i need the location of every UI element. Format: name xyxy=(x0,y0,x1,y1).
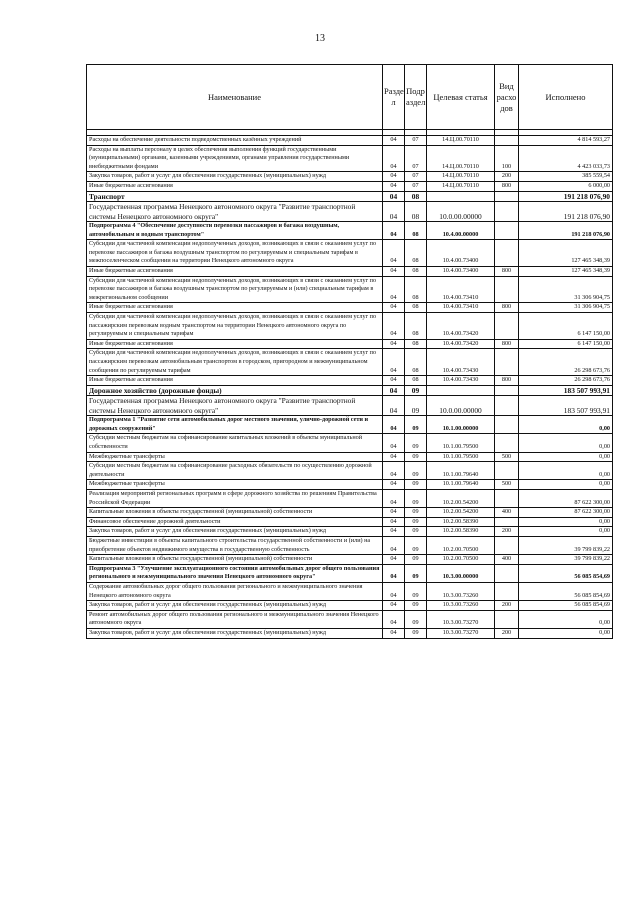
row-name: Иные бюджетные ассигнования xyxy=(87,376,383,386)
header-podrazdel: Подр аздел xyxy=(405,65,427,130)
row-ispolneno: 191 218 076,90 xyxy=(519,222,613,240)
row-celevaya-statya xyxy=(427,191,495,202)
row-podrazdel: 08 xyxy=(405,313,427,340)
row-podrazdel: 09 xyxy=(405,385,427,396)
table-row xyxy=(87,508,613,518)
row-razdel: 04 xyxy=(383,145,405,172)
header-razdel: Разде л xyxy=(383,65,405,130)
row-vid-raskhodov: 500 xyxy=(495,480,519,490)
table-row xyxy=(87,582,613,600)
row-vid-raskhodov xyxy=(495,313,519,340)
row-razdel: 04 xyxy=(383,416,405,434)
row-name: Закупка товаров, работ и услуг для обеспечения государственных (муниципальных) нужд xyxy=(87,601,383,611)
row-name: Капитальные вложения в объекты государственной (муниципальной) собственности xyxy=(87,555,383,565)
row-vid-raskhodov xyxy=(495,136,519,146)
row-razdel: 04 xyxy=(383,610,405,628)
row-podrazdel: 09 xyxy=(405,536,427,554)
row-ispolneno: 87 622 300,00 xyxy=(519,490,613,508)
row-ispolneno: 0,00 xyxy=(519,628,613,638)
row-celevaya-statya: 10.3.00.73260 xyxy=(427,582,495,600)
row-vid-raskhodov xyxy=(495,490,519,508)
row-podrazdel: 08 xyxy=(405,240,427,267)
row-celevaya-statya: 14.Ц.00.70110 xyxy=(427,145,495,172)
row-celevaya-statya: 10.2.00.70500 xyxy=(427,536,495,554)
row-vid-raskhodov: 200 xyxy=(495,628,519,638)
row-razdel: 04 xyxy=(383,527,405,537)
row-podrazdel: 09 xyxy=(405,434,427,452)
row-razdel: 04 xyxy=(383,536,405,554)
row-podrazdel: 09 xyxy=(405,555,427,565)
row-ispolneno: 385 559,54 xyxy=(519,172,613,182)
row-ispolneno: 127 465 348,39 xyxy=(519,240,613,267)
row-ispolneno: 0,00 xyxy=(519,462,613,480)
row-vid-raskhodov: 100 xyxy=(495,145,519,172)
row-name: Закупка товаров, работ и услуг для обеспечения государственных (муниципальных) нужд xyxy=(87,527,383,537)
row-podrazdel: 08 xyxy=(405,303,427,313)
table-row xyxy=(87,136,613,146)
row-celevaya-statya: 10.2.00.58390 xyxy=(427,527,495,537)
row-name: Подпрограмма 3 "Улучшение эксплуатационного состояния автомобильных дорог общего пользования регионального и межмуниципального значения Ненецкого автономного округа" xyxy=(87,564,383,582)
row-ispolneno: 39 799 839,22 xyxy=(519,536,613,554)
row-ispolneno: 26 298 673,76 xyxy=(519,349,613,376)
row-vid-raskhodov xyxy=(495,564,519,582)
row-name: Содержание автомобильных дорог общего пользования регионального и межмуниципального значения Ненецкого автономного округа xyxy=(87,582,383,600)
table-row xyxy=(87,376,613,386)
row-celevaya-statya: 14.Ц.00.70110 xyxy=(427,172,495,182)
row-ispolneno: 56 085 854,69 xyxy=(519,564,613,582)
row-name: Расходы на обеспечение деятельности подведомственных казённых учреждений xyxy=(87,136,383,146)
row-ispolneno: 0,00 xyxy=(519,434,613,452)
table-row xyxy=(87,202,613,222)
row-celevaya-statya: 10.2.00.70500 xyxy=(427,555,495,565)
row-razdel: 04 xyxy=(383,376,405,386)
row-vid-raskhodov: 800 xyxy=(495,267,519,277)
row-razdel: 04 xyxy=(383,222,405,240)
row-razdel: 04 xyxy=(383,452,405,462)
row-name: Реализация мероприятий региональных программ в сфере дорожного хозяйства по решениям Правительства Российской Федерации xyxy=(87,490,383,508)
row-name: Иные бюджетные ассигнования xyxy=(87,267,383,277)
row-ispolneno: 56 085 854,69 xyxy=(519,601,613,611)
row-podrazdel: 07 xyxy=(405,145,427,172)
row-razdel: 04 xyxy=(383,490,405,508)
row-razdel: 04 xyxy=(383,339,405,349)
row-vid-raskhodov xyxy=(495,396,519,416)
row-name: Закупка товаров, работ и услуг для обеспечения государственных (муниципальных) нужд xyxy=(87,628,383,638)
row-celevaya-statya: 10.2.00.54200 xyxy=(427,508,495,518)
table-row xyxy=(87,564,613,582)
row-celevaya-statya: 10.2.00.58390 xyxy=(427,517,495,527)
row-razdel: 04 xyxy=(383,240,405,267)
row-podrazdel: 09 xyxy=(405,564,427,582)
row-celevaya-statya: 10.4.00.73410 xyxy=(427,303,495,313)
row-vid-raskhodov xyxy=(495,276,519,303)
row-celevaya-statya: 10.4.00.00000 xyxy=(427,222,495,240)
row-podrazdel: 08 xyxy=(405,267,427,277)
table-row xyxy=(87,452,613,462)
row-vid-raskhodov: 200 xyxy=(495,527,519,537)
row-podrazdel: 07 xyxy=(405,172,427,182)
row-razdel: 04 xyxy=(383,385,405,396)
row-razdel: 04 xyxy=(383,434,405,452)
row-razdel: 04 xyxy=(383,555,405,565)
row-name: Расходы на выплаты персоналу в целях обеспечения выполнения функций государственными (муниципальными) органами, казенными учреждениями, органами управления государственными внебюджетными фондами xyxy=(87,145,383,172)
row-podrazdel: 09 xyxy=(405,452,427,462)
table-row xyxy=(87,517,613,527)
row-celevaya-statya: 10.1.00.79500 xyxy=(427,434,495,452)
table-row xyxy=(87,191,613,202)
table-row xyxy=(87,339,613,349)
row-vid-raskhodov xyxy=(495,462,519,480)
table-row xyxy=(87,601,613,611)
row-podrazdel: 08 xyxy=(405,276,427,303)
row-ispolneno: 0,00 xyxy=(519,527,613,537)
row-celevaya-statya: 10.4.00.73400 xyxy=(427,267,495,277)
row-celevaya-statya: 10.0.00.00000 xyxy=(427,202,495,222)
row-vid-raskhodov xyxy=(495,349,519,376)
table-row xyxy=(87,181,613,191)
header-name: Наименование xyxy=(87,65,383,130)
row-podrazdel: 08 xyxy=(405,202,427,222)
row-celevaya-statya: 10.3.00.73270 xyxy=(427,628,495,638)
row-name: Государственная программа Ненецкого автономного округа "Развитие транспортной системы Ненецкого автономного округа" xyxy=(87,202,383,222)
row-vid-raskhodov: 800 xyxy=(495,303,519,313)
row-vid-raskhodov xyxy=(495,610,519,628)
table-row xyxy=(87,628,613,638)
row-podrazdel: 09 xyxy=(405,462,427,480)
row-razdel: 04 xyxy=(383,276,405,303)
row-ispolneno: 183 507 993,91 xyxy=(519,396,613,416)
row-name: Иные бюджетные ассигнования xyxy=(87,303,383,313)
row-podrazdel: 08 xyxy=(405,376,427,386)
row-podrazdel: 09 xyxy=(405,508,427,518)
row-ispolneno: 87 622 300,00 xyxy=(519,508,613,518)
table-row xyxy=(87,145,613,172)
row-ispolneno: 191 218 076,90 xyxy=(519,191,613,202)
row-name: Ремонт автомобильных дорог общего пользования регионального и межмуниципального значения Ненецкого автономного округа xyxy=(87,610,383,628)
table-row xyxy=(87,536,613,554)
row-ispolneno: 56 085 854,69 xyxy=(519,582,613,600)
row-name: Закупка товаров, работ и услуг для обеспечения государственных (муниципальных) нужд xyxy=(87,172,383,182)
row-podrazdel: 09 xyxy=(405,517,427,527)
row-name: Бюджетные инвестиции в объекты капитального строительства государственной собственности и (или) на приобретение объектов недвижимого имущества в государственную собственность xyxy=(87,536,383,554)
row-name: Дорожное хозяйство (дорожные фонды) xyxy=(87,385,383,396)
row-podrazdel: 09 xyxy=(405,527,427,537)
row-name: Иные бюджетные ассигнования xyxy=(87,181,383,191)
row-podrazdel: 09 xyxy=(405,416,427,434)
row-celevaya-statya: 10.4.00.73420 xyxy=(427,313,495,340)
table-row xyxy=(87,527,613,537)
row-podrazdel: 09 xyxy=(405,396,427,416)
row-razdel: 04 xyxy=(383,172,405,182)
row-ispolneno: 0,00 xyxy=(519,480,613,490)
row-celevaya-statya: 10.3.00.73260 xyxy=(427,601,495,611)
row-celevaya-statya: 10.4.00.73420 xyxy=(427,339,495,349)
table-row xyxy=(87,240,613,267)
row-celevaya-statya: 10.4.00.73410 xyxy=(427,276,495,303)
row-ispolneno: 26 298 673,76 xyxy=(519,376,613,386)
table-row xyxy=(87,396,613,416)
row-name: Субсидии для частичной компенсации недополученных доходов, возникающих в связи с оказанием услуг по перевозке пассажиров и багажа воздушным транспортом по регулируемым и специальным тарифам в межпоселенческом сообщении на территории Ненецкого автономного округа xyxy=(87,240,383,267)
row-vid-raskhodov: 400 xyxy=(495,508,519,518)
row-podrazdel: 08 xyxy=(405,339,427,349)
row-razdel: 04 xyxy=(383,601,405,611)
table-row xyxy=(87,349,613,376)
row-vid-raskhodov: 800 xyxy=(495,339,519,349)
table-row xyxy=(87,276,613,303)
row-name: Капитальные вложения в объекты государственной (муниципальной) собственности xyxy=(87,508,383,518)
row-celevaya-statya: 10.1.00.00000 xyxy=(427,416,495,434)
row-razdel: 04 xyxy=(383,202,405,222)
table-row xyxy=(87,490,613,508)
row-razdel: 04 xyxy=(383,564,405,582)
row-name: Государственная программа Ненецкого автономного округа "Развитие транспортной системы Ненецкого автономного округа" xyxy=(87,396,383,416)
row-razdel: 04 xyxy=(383,191,405,202)
row-vid-raskhodov xyxy=(495,536,519,554)
row-vid-raskhodov: 500 xyxy=(495,452,519,462)
row-ispolneno: 183 507 993,91 xyxy=(519,385,613,396)
row-ispolneno: 6 000,00 xyxy=(519,181,613,191)
row-razdel: 04 xyxy=(383,517,405,527)
row-name: Иные бюджетные ассигнования xyxy=(87,339,383,349)
table-row xyxy=(87,610,613,628)
row-name: Субсидии местным бюджетам на софинансирование расходных обязательств по осуществлению дорожной деятельности xyxy=(87,462,383,480)
row-ispolneno: 0,00 xyxy=(519,517,613,527)
row-celevaya-statya: 10.0.00.00000 xyxy=(427,396,495,416)
row-name: Субсидии для частичной компенсации недополученных доходов, возникающих в связи с оказанием услуг по перевозке пассажиров и багажа воздушным транспортом по регулируемым и (или) специальным тарифам в межрегиональном сообщении xyxy=(87,276,383,303)
row-celevaya-statya: 10.2.00.54200 xyxy=(427,490,495,508)
table-row xyxy=(87,222,613,240)
row-vid-raskhodov xyxy=(495,434,519,452)
row-vid-raskhodov: 800 xyxy=(495,376,519,386)
row-celevaya-statya: 10.1.00.79500 xyxy=(427,452,495,462)
header-ispolneno: Исполнено xyxy=(519,65,613,130)
row-celevaya-statya: 10.4.00.73400 xyxy=(427,240,495,267)
row-ispolneno: 6 147 150,00 xyxy=(519,313,613,340)
row-vid-raskhodov: 800 xyxy=(495,181,519,191)
row-razdel: 04 xyxy=(383,349,405,376)
row-podrazdel: 09 xyxy=(405,490,427,508)
table-row xyxy=(87,480,613,490)
table-row xyxy=(87,555,613,565)
row-podrazdel: 09 xyxy=(405,480,427,490)
budget-table xyxy=(86,64,613,639)
row-ispolneno: 31 306 904,75 xyxy=(519,303,613,313)
row-podrazdel: 08 xyxy=(405,349,427,376)
row-name: Субсидии для частичной компенсации недополученных доходов, возникающих в связи с оказанием услуг по пассажирским перевозкам водным транспортом на территории Ненецкого автономного округа по регулируемым и специальным тарифам xyxy=(87,313,383,340)
row-razdel: 04 xyxy=(383,313,405,340)
row-celevaya-statya: 10.1.00.79640 xyxy=(427,462,495,480)
row-podrazdel: 09 xyxy=(405,610,427,628)
row-ispolneno: 127 465 348,39 xyxy=(519,267,613,277)
row-celevaya-statya: 10.3.00.73270 xyxy=(427,610,495,628)
row-vid-raskhodov: 200 xyxy=(495,601,519,611)
row-ispolneno: 191 218 076,90 xyxy=(519,202,613,222)
page-number: 13 xyxy=(315,33,325,44)
row-podrazdel: 08 xyxy=(405,222,427,240)
row-vid-raskhodov xyxy=(495,582,519,600)
table-row xyxy=(87,416,613,434)
row-name: Субсидии местным бюджетам на софинансирование капитальных вложений в объекты муниципальной собственности xyxy=(87,434,383,452)
header-celevaya-statya: Целевая статья xyxy=(427,65,495,130)
table-row xyxy=(87,267,613,277)
row-razdel: 04 xyxy=(383,628,405,638)
row-razdel: 04 xyxy=(383,181,405,191)
row-celevaya-statya: 10.1.00.79640 xyxy=(427,480,495,490)
row-razdel: 04 xyxy=(383,480,405,490)
table-row xyxy=(87,462,613,480)
row-podrazdel: 08 xyxy=(405,191,427,202)
row-razdel: 04 xyxy=(383,136,405,146)
row-celevaya-statya: 14.Ц.00.70110 xyxy=(427,136,495,146)
row-name: Межбюджетные трансферты xyxy=(87,480,383,490)
row-ispolneno: 0,00 xyxy=(519,610,613,628)
row-podrazdel: 09 xyxy=(405,601,427,611)
row-razdel: 04 xyxy=(383,303,405,313)
row-celevaya-statya: 10.4.00.73430 xyxy=(427,349,495,376)
row-podrazdel: 07 xyxy=(405,181,427,191)
row-ispolneno: 6 147 150,00 xyxy=(519,339,613,349)
row-vid-raskhodov xyxy=(495,202,519,222)
row-name: Субсидии для частичной компенсации недополученных доходов, возникающих в связи с оказанием услуг по пассажирским перевозкам автомобильным транспортом в городском, пригородном и межмуниципальном сообщении по регулируемым тарифам xyxy=(87,349,383,376)
table-row xyxy=(87,434,613,452)
row-podrazdel: 09 xyxy=(405,628,427,638)
row-razdel: 04 xyxy=(383,267,405,277)
row-vid-raskhodov xyxy=(495,240,519,267)
row-vid-raskhodov: 400 xyxy=(495,555,519,565)
row-name: Межбюджетные трансферты xyxy=(87,452,383,462)
table-row xyxy=(87,313,613,340)
table-row xyxy=(87,385,613,396)
row-razdel: 04 xyxy=(383,396,405,416)
table-header-row xyxy=(87,65,613,130)
header-vid-raskhodov: Вид расхо дов xyxy=(495,65,519,130)
row-celevaya-statya xyxy=(427,385,495,396)
row-vid-raskhodov xyxy=(495,191,519,202)
row-name: Подпрограмма 1 "Развитие сети автомобильных дорог местного значения, улично-дорожной сети и дорожных сооружений" xyxy=(87,416,383,434)
row-ispolneno: 39 799 839,22 xyxy=(519,555,613,565)
row-ispolneno: 4 814 593,27 xyxy=(519,136,613,146)
row-celevaya-statya: 10.3.00.00000 xyxy=(427,564,495,582)
row-vid-raskhodov xyxy=(495,416,519,434)
row-razdel: 04 xyxy=(383,508,405,518)
row-ispolneno: 0,00 xyxy=(519,452,613,462)
row-name: Финансовое обеспечение дорожной деятельности xyxy=(87,517,383,527)
row-name: Транспорт xyxy=(87,191,383,202)
table-row xyxy=(87,303,613,313)
row-podrazdel: 09 xyxy=(405,582,427,600)
row-razdel: 04 xyxy=(383,582,405,600)
table-row xyxy=(87,172,613,182)
row-ispolneno: 31 306 904,75 xyxy=(519,276,613,303)
row-vid-raskhodov xyxy=(495,517,519,527)
row-vid-raskhodov xyxy=(495,385,519,396)
row-name: Подпрограмма 4 "Обеспечение доступности перевозки пассажиров и багажа воздушным, автомобильным и водным транспортом" xyxy=(87,222,383,240)
row-vid-raskhodov: 200 xyxy=(495,172,519,182)
row-ispolneno: 4 423 033,73 xyxy=(519,145,613,172)
row-vid-raskhodov xyxy=(495,222,519,240)
row-razdel: 04 xyxy=(383,462,405,480)
row-celevaya-statya: 10.4.00.73430 xyxy=(427,376,495,386)
row-podrazdel: 07 xyxy=(405,136,427,146)
row-ispolneno: 0,00 xyxy=(519,416,613,434)
row-celevaya-statya: 14.Ц.00.70110 xyxy=(427,181,495,191)
